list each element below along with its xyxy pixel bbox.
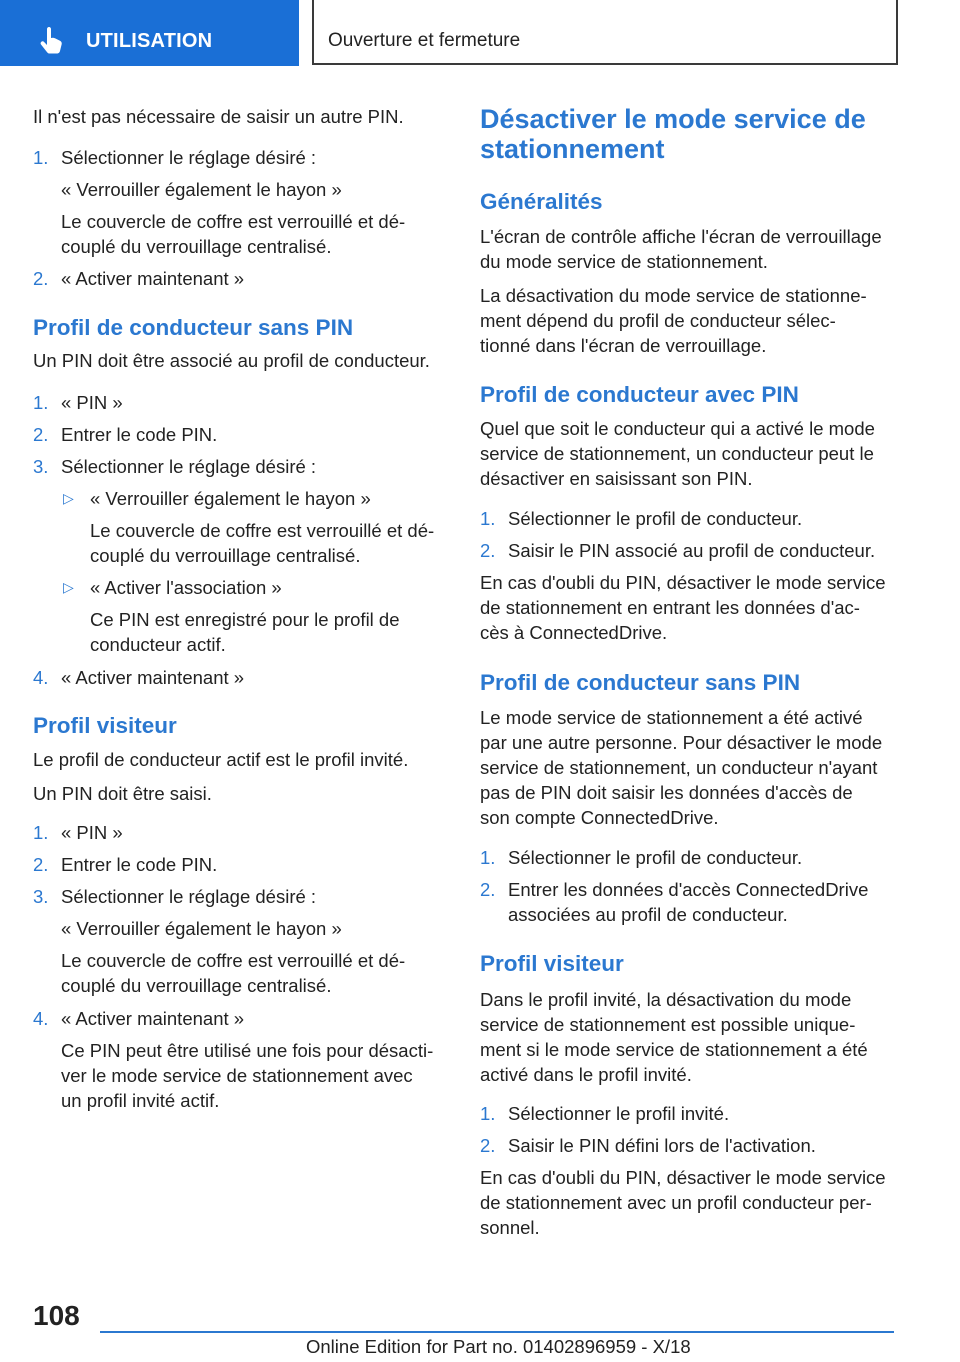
page-title: stationnement — [480, 134, 665, 164]
paragraph: Un PIN doit être saisi. — [33, 783, 212, 804]
list-item: Sélectionner le réglage désiré : — [61, 886, 317, 907]
paragraph: En cas d'oubli du PIN, désactiver le mode service — [480, 1167, 886, 1188]
paragraph: service de stationnement, un conducteur n'ayant — [480, 757, 878, 778]
paragraph: ment si le mode service de stationnement a été — [480, 1039, 868, 1060]
list-item: Saisir le PIN associé au profil de conducteur. — [508, 540, 876, 561]
list-number: 2. — [33, 268, 49, 289]
list-item: Sélectionner le réglage désiré : — [61, 456, 317, 477]
list-number: 1. — [480, 847, 496, 868]
paragraph: sonnel. — [480, 1217, 540, 1238]
paragraph: de stationnement en entrant les données d'ac‐ — [480, 597, 860, 618]
paragraph: activé dans le profil invité. — [480, 1064, 692, 1085]
list-item: « PIN » — [61, 392, 123, 413]
list-item: couplé du verrouillage centralisé. — [61, 975, 332, 996]
list-number: 2. — [33, 854, 49, 875]
list-number: 2. — [33, 424, 49, 445]
sub-list-marker: ▷ — [63, 490, 74, 506]
paragraph: pas de PIN doit saisir les données d'accès de — [480, 782, 853, 803]
list-number: 3. — [33, 886, 49, 907]
list-item: un profil invité actif. — [61, 1090, 220, 1111]
sub-list-item: « Activer l'association » — [90, 577, 282, 598]
list-item: Le couvercle de coffre est verrouillé et dé‐ — [61, 211, 406, 232]
sub-list-item: Ce PIN est enregistré pour le profil de — [90, 609, 400, 630]
paragraph: En cas d'oubli du PIN, désactiver le mode service — [480, 572, 886, 593]
paragraph: du mode service de stationnement. — [480, 251, 768, 272]
list-number: 1. — [480, 1103, 496, 1124]
paragraph: service de stationnement, un conducteur peut le — [480, 443, 874, 464]
sub-list-marker: ▷ — [63, 579, 74, 595]
page-number: 108 — [33, 1300, 80, 1331]
list-item: « Verrouiller également le hayon » — [61, 179, 342, 200]
paragraph: La désactivation du mode service de stationne‐ — [480, 285, 867, 306]
list-item: « PIN » — [61, 822, 123, 843]
paragraph: Le mode service de stationnement a été activé — [480, 707, 863, 728]
list-number: 1. — [33, 822, 49, 843]
list-item: Ce PIN peut être utilisé une fois pour désacti‐ — [61, 1040, 434, 1061]
list-item: Sélectionner le réglage désiré : — [61, 147, 317, 168]
paragraph: Quel que soit le conducteur qui a activé le mode — [480, 418, 875, 439]
footer-divider — [100, 1331, 894, 1333]
list-item: Sélectionner le profil de conducteur. — [508, 508, 803, 529]
list-item: associées au profil de conducteur. — [508, 904, 788, 925]
list-number: 2. — [480, 540, 496, 561]
paragraph: ment dépend du profil de conducteur sélec‐ — [480, 310, 836, 331]
list-number: 3. — [33, 456, 49, 477]
paragraph: Dans le profil invité, la désactivation du mode — [480, 989, 852, 1010]
paragraph: désactiver en saisissant son PIN. — [480, 468, 753, 489]
list-number: 2. — [480, 1135, 496, 1156]
section-heading: Profil de conducteur sans PIN — [480, 670, 801, 695]
sub-list-item: « Verrouiller également le hayon » — [90, 488, 371, 509]
list-item: ver le mode service de stationnement avec — [61, 1065, 413, 1086]
list-item: Entrer le code PIN. — [61, 854, 218, 875]
list-number: 1. — [33, 147, 49, 168]
sub-list-item: conducteur actif. — [90, 634, 226, 655]
sub-list-item: Le couvercle de coffre est verrouillé et dé‐ — [90, 520, 435, 541]
section-heading: Profil visiteur — [480, 951, 624, 976]
list-item: Entrer les données d'accès ConnectedDrive — [508, 879, 869, 900]
section-heading: Profil de conducteur avec PIN — [480, 382, 799, 407]
section-heading: Généralités — [480, 189, 603, 214]
paragraph: son compte ConnectedDrive. — [480, 807, 719, 828]
list-item: Entrer le code PIN. — [61, 424, 218, 445]
list-number: 1. — [480, 508, 496, 529]
page-title: Désactiver le mode service de — [480, 104, 866, 134]
paragraph: service de stationnement est possible unique‐ — [480, 1014, 856, 1035]
paragraph: cès à ConnectedDrive. — [480, 622, 668, 643]
chapter-title: Ouverture et fermeture — [328, 30, 521, 51]
paragraph: Le profil de conducteur actif est le profil invité. — [33, 749, 409, 770]
list-item: « Activer maintenant » — [61, 1008, 245, 1029]
section-tab[interactable] — [0, 0, 299, 66]
edition-note: Online Edition for Part no. 01402896959 - X/18 — [306, 1336, 691, 1357]
paragraph: de stationnement avec un profil conducteur per‐ — [480, 1192, 872, 1213]
list-item: « Activer maintenant » — [61, 268, 245, 289]
list-number: 4. — [33, 1008, 49, 1029]
paragraph: Il n'est pas nécessaire de saisir un autre PIN. — [33, 106, 404, 127]
list-item: Sélectionner le profil de conducteur. — [508, 847, 803, 868]
section-tab-label: UTILISATION — [86, 30, 213, 52]
paragraph: par une autre personne. Pour désactiver le mode — [480, 732, 883, 753]
list-number: 4. — [33, 667, 49, 688]
section-heading: Profil de conducteur sans PIN — [33, 315, 354, 340]
list-number: 1. — [33, 392, 49, 413]
sub-list-item: couplé du verrouillage centralisé. — [90, 545, 361, 566]
paragraph: L'écran de contrôle affiche l'écran de verrouillage — [480, 226, 882, 247]
list-item: « Activer maintenant » — [61, 667, 245, 688]
list-item: couplé du verrouillage centralisé. — [61, 236, 332, 257]
chapter-header — [312, 0, 898, 65]
section-heading: Profil visiteur — [33, 713, 177, 738]
paragraph: tionné dans l'écran de verrouillage. — [480, 335, 767, 356]
list-item: Saisir le PIN défini lors de l'activation. — [508, 1135, 816, 1156]
list-item: « Verrouiller également le hayon » — [61, 918, 342, 939]
touch-hand-icon — [38, 25, 66, 55]
list-item: Le couvercle de coffre est verrouillé et dé‐ — [61, 950, 406, 971]
paragraph: Un PIN doit être associé au profil de conducteur. — [33, 350, 430, 371]
list-number: 2. — [480, 879, 496, 900]
list-item: Sélectionner le profil invité. — [508, 1103, 730, 1124]
